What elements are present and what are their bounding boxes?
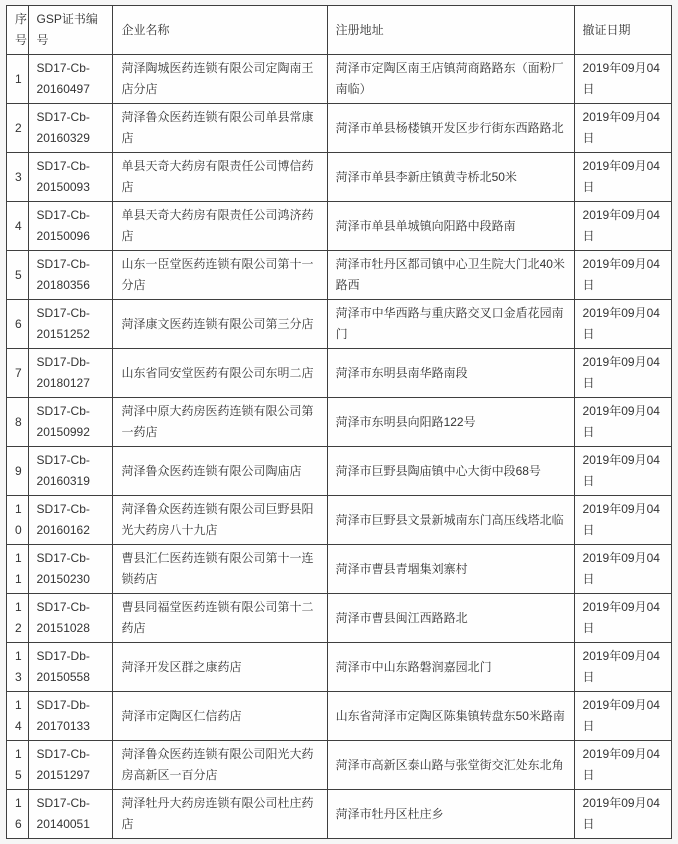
cell-cert: SD17-Cb-20150230 bbox=[28, 545, 113, 594]
cell-company: 菏泽市定陶区仁信药店 bbox=[113, 692, 327, 741]
table-header bbox=[7, 6, 672, 55]
table-row bbox=[7, 300, 672, 349]
cell-address: 菏泽市牡丹区杜庄乡 bbox=[327, 790, 574, 839]
cell-company: 菏泽陶城医药连锁有限公司定陶南王店分店 bbox=[113, 55, 327, 104]
cell-address: 菏泽市定陶区南王店镇菏商路路东（面粉厂南临） bbox=[327, 55, 574, 104]
cell-date: 2019年09月04日 bbox=[574, 398, 671, 447]
cell-address: 菏泽市单县单城镇向阳路中段路南 bbox=[327, 202, 574, 251]
cell-seq: 15 bbox=[7, 741, 29, 790]
cell-seq: 2 bbox=[7, 104, 29, 153]
cell-date: 2019年09月04日 bbox=[574, 349, 671, 398]
cell-cert: SD17-Cb-20150093 bbox=[28, 153, 113, 202]
cell-address: 菏泽市牡丹区都司镇中心卫生院大门北40米路西 bbox=[327, 251, 574, 300]
table-row bbox=[7, 349, 672, 398]
cell-seq: 13 bbox=[7, 643, 29, 692]
header-date: 撤证日期 bbox=[574, 6, 671, 55]
header-seq: 序号 bbox=[7, 6, 29, 55]
cell-cert: SD17-Cb-20150992 bbox=[28, 398, 113, 447]
table-row bbox=[7, 398, 672, 447]
cell-seq: 1 bbox=[7, 55, 29, 104]
cell-company: 单县天奇大药房有限责任公司博信药店 bbox=[113, 153, 327, 202]
cell-address: 菏泽市单县李新庄镇黄寺桥北50米 bbox=[327, 153, 574, 202]
cell-date: 2019年09月04日 bbox=[574, 447, 671, 496]
cell-cert: SD17-Cb-20140051 bbox=[28, 790, 113, 839]
cell-cert: SD17-Cb-20150096 bbox=[28, 202, 113, 251]
table-row bbox=[7, 496, 672, 545]
cell-seq: 4 bbox=[7, 202, 29, 251]
cell-date: 2019年09月04日 bbox=[574, 202, 671, 251]
cell-company: 山东一臣堂医药连锁有限公司第十一分店 bbox=[113, 251, 327, 300]
cell-date: 2019年09月04日 bbox=[574, 55, 671, 104]
cell-address: 菏泽市巨野县文景新城南东门高压线塔北临 bbox=[327, 496, 574, 545]
cell-date: 2019年09月04日 bbox=[574, 741, 671, 790]
table-row bbox=[7, 692, 672, 741]
table-row bbox=[7, 202, 672, 251]
cell-company: 菏泽康文医药连锁有限公司第三分店 bbox=[113, 300, 327, 349]
cell-company: 菏泽鲁众医药连锁有限公司单县常康店 bbox=[113, 104, 327, 153]
cell-address: 菏泽市东明县南华路南段 bbox=[327, 349, 574, 398]
certificate-revocation-table bbox=[6, 5, 672, 839]
cell-address: 菏泽市中华西路与重庆路交叉口金盾花园南门 bbox=[327, 300, 574, 349]
cell-address: 菏泽市中山东路磐润嘉园北门 bbox=[327, 643, 574, 692]
cell-cert: SD17-Db-20170133 bbox=[28, 692, 113, 741]
cell-date: 2019年09月04日 bbox=[574, 496, 671, 545]
table-row bbox=[7, 447, 672, 496]
cell-cert: SD17-Cb-20160319 bbox=[28, 447, 113, 496]
header-cert: GSP证书编号 bbox=[28, 6, 113, 55]
cell-address: 菏泽市单县杨楼镇开发区步行街东西路路北 bbox=[327, 104, 574, 153]
cell-seq: 10 bbox=[7, 496, 29, 545]
table-row bbox=[7, 104, 672, 153]
cell-company: 菏泽中原大药房医药连锁有限公司第一药店 bbox=[113, 398, 327, 447]
cell-date: 2019年09月04日 bbox=[574, 594, 671, 643]
cell-address: 菏泽市曹县青堌集刘寨村 bbox=[327, 545, 574, 594]
cell-date: 2019年09月04日 bbox=[574, 692, 671, 741]
cell-cert: SD17-Db-20150558 bbox=[28, 643, 113, 692]
cell-cert: SD17-Cb-20180356 bbox=[28, 251, 113, 300]
cell-seq: 16 bbox=[7, 790, 29, 839]
cell-company: 山东省同安堂医药有限公司东明二店 bbox=[113, 349, 327, 398]
cell-company: 曹县同福堂医药连锁有限公司第十二药店 bbox=[113, 594, 327, 643]
cell-date: 2019年09月04日 bbox=[574, 251, 671, 300]
table-row bbox=[7, 545, 672, 594]
cell-cert: SD17-Cb-20151297 bbox=[28, 741, 113, 790]
cell-date: 2019年09月04日 bbox=[574, 300, 671, 349]
cell-seq: 5 bbox=[7, 251, 29, 300]
cell-cert: SD17-Cb-20160497 bbox=[28, 55, 113, 104]
cell-cert: SD17-Db-20180127 bbox=[28, 349, 113, 398]
cell-company: 菏泽鲁众医药连锁有限公司阳光大药房高新区一百分店 bbox=[113, 741, 327, 790]
cell-seq: 9 bbox=[7, 447, 29, 496]
cell-date: 2019年09月04日 bbox=[574, 643, 671, 692]
cell-company: 菏泽鲁众医药连锁有限公司陶庙店 bbox=[113, 447, 327, 496]
table-row bbox=[7, 251, 672, 300]
cell-seq: 6 bbox=[7, 300, 29, 349]
cell-company: 菏泽开发区群之康药店 bbox=[113, 643, 327, 692]
table-row bbox=[7, 594, 672, 643]
cell-date: 2019年09月04日 bbox=[574, 545, 671, 594]
table-row bbox=[7, 790, 672, 839]
cell-address: 菏泽市东明县向阳路122号 bbox=[327, 398, 574, 447]
cell-cert: SD17-Cb-20160162 bbox=[28, 496, 113, 545]
table-row bbox=[7, 643, 672, 692]
table-row bbox=[7, 55, 672, 104]
table-row bbox=[7, 741, 672, 790]
cell-date: 2019年09月04日 bbox=[574, 790, 671, 839]
cell-seq: 12 bbox=[7, 594, 29, 643]
cell-date: 2019年09月04日 bbox=[574, 153, 671, 202]
header-row bbox=[7, 6, 672, 55]
cell-seq: 14 bbox=[7, 692, 29, 741]
cell-address: 菏泽市巨野县陶庙镇中心大街中段68号 bbox=[327, 447, 574, 496]
header-company: 企业名称 bbox=[113, 6, 327, 55]
cell-cert: SD17-Cb-20160329 bbox=[28, 104, 113, 153]
cell-address: 山东省菏泽市定陶区陈集镇转盘东50米路南 bbox=[327, 692, 574, 741]
table-row bbox=[7, 153, 672, 202]
table-body bbox=[7, 55, 672, 839]
header-address: 注册地址 bbox=[327, 6, 574, 55]
cell-seq: 8 bbox=[7, 398, 29, 447]
cell-cert: SD17-Cb-20151028 bbox=[28, 594, 113, 643]
cell-date: 2019年09月04日 bbox=[574, 104, 671, 153]
cell-company: 单县天奇大药房有限责任公司鸿济药店 bbox=[113, 202, 327, 251]
cell-seq: 3 bbox=[7, 153, 29, 202]
cell-company: 曹县汇仁医药连锁有限公司第十一连锁药店 bbox=[113, 545, 327, 594]
cell-seq: 7 bbox=[7, 349, 29, 398]
cell-cert: SD17-Cb-20151252 bbox=[28, 300, 113, 349]
cell-company: 菏泽鲁众医药连锁有限公司巨野县阳光大药房八十九店 bbox=[113, 496, 327, 545]
cell-address: 菏泽市曹县闽江西路路北 bbox=[327, 594, 574, 643]
cell-seq: 11 bbox=[7, 545, 29, 594]
cell-company: 菏泽牡丹大药房连锁有限公司杜庄药店 bbox=[113, 790, 327, 839]
cell-address: 菏泽市高新区泰山路与张堂街交汇处东北角 bbox=[327, 741, 574, 790]
